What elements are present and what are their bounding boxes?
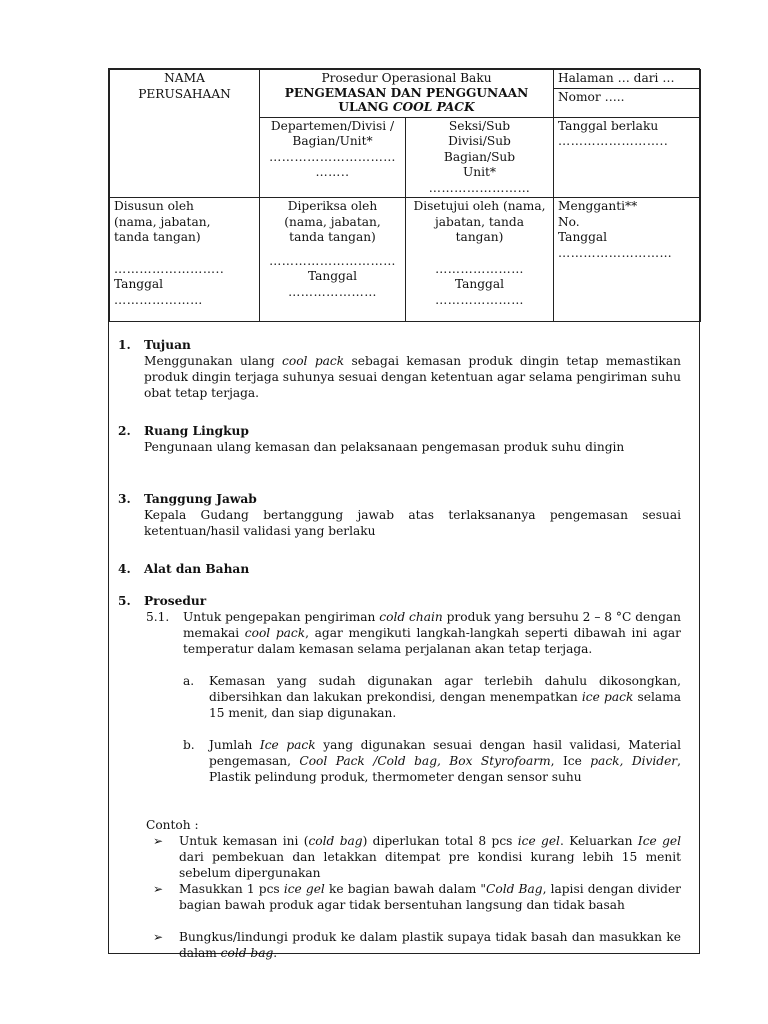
approved-by-dots: …………………	[435, 261, 524, 276]
section-title: Tanggung Jawab	[144, 492, 257, 506]
replaces-number: No.	[558, 214, 580, 229]
section-dots: ……………………	[428, 180, 531, 195]
item-label: a.	[183, 674, 195, 688]
prepared-by-dots: ……………………..	[114, 261, 225, 276]
sop-title-line2: ULANG COOL PACK	[338, 100, 475, 114]
bullet-text: Bungkus/lindungi produk ke dalam plastik supaya tidak basah dan masukkan ke dalam cold bag.	[179, 930, 681, 960]
doc-number: Nomor …..	[558, 89, 625, 104]
sop-header-table	[109, 69, 701, 322]
approved-by-label: Disetujui oleh (nama, jabatan, tanda tangan)	[413, 199, 546, 244]
sop-document	[108, 68, 700, 960]
sop-title-cell	[260, 70, 554, 118]
department-cell	[260, 117, 406, 198]
item-label: b.	[183, 738, 195, 752]
reviewed-by-dots: …………………………	[269, 253, 396, 268]
step-text: Untuk pengepakan pengiriman cold chain produk yang bersuhu 2 – 8 °C dengan memakai cool pack, agar mengikuti langkah-langkah seperti dibawah ini agar temperatur dalam kemasan selama perjalanan akan tetap terjaga.	[183, 610, 681, 656]
section-title: Prosedur	[144, 594, 207, 608]
reviewed-date-label: Tanggal	[307, 269, 358, 283]
prepared-by-label: Disusun oleh (nama, jabatan, tanda tangan)	[114, 199, 211, 244]
reviewed-date-dots: …………………	[288, 284, 377, 299]
prepared-by-cell	[110, 198, 260, 322]
approved-by-cell	[406, 198, 554, 322]
replaces-cell	[554, 198, 701, 322]
replaces-date: Tanggal	[558, 230, 608, 244]
arrow-bullet-icon: ➢	[153, 882, 164, 896]
section-number: 4.	[118, 562, 131, 576]
step-number: 5.1.	[146, 610, 170, 624]
arrow-bullet-icon: ➢	[153, 930, 164, 944]
company-name-cell	[110, 70, 260, 198]
section-text: Kepala Gudang bertanggung jawab atas terlaksananya pengemasan sesuai ketentuan/hasil validasi yang berlaku	[144, 508, 681, 538]
section-title: Tujuan	[144, 338, 191, 352]
sop-label: Prosedur Operasional Baku	[321, 71, 492, 85]
section-label: Seksi/Sub Divisi/Sub Bagian/Sub Unit*	[443, 118, 516, 179]
bullet-text: Masukkan 1 pcs ice gel ke bagian bawah dalam "Cold Bag, lapisi dengan divider bagian bawah produk agar tidak bersentuhan langsung dan tidak basah	[179, 882, 681, 912]
page-number: Halaman … dari …	[558, 71, 675, 85]
effective-date-label: Tanggal berlaku	[558, 118, 659, 133]
bullet-text: Untuk kemasan ini (cold bag) diperlukan total 8 pcs ice gel. Keluarkan Ice gel dari pembekuan dan letakkan ditempat pre kondisi kurang lebih 15 menit sebelum dipergunakan	[179, 834, 681, 880]
section-number: 5.	[118, 594, 131, 608]
page-number-cell	[554, 70, 701, 89]
prepared-date-label: Tanggal	[114, 277, 164, 291]
example-label: Contoh :	[146, 818, 199, 832]
replaces-dots: ………………………	[558, 245, 673, 260]
replaces-label: Mengganti**	[558, 199, 638, 213]
item-text: Kemasan yang sudah digunakan agar terlebih dahulu dikosongkan, dibersihkan dan lakukan prekondisi, dengan menempatkan ice pack selama 15 menit, dan siap digunakan.	[209, 674, 682, 720]
prepared-date-dots: …………………	[114, 292, 203, 307]
section-title: Ruang Lingkup	[144, 424, 249, 438]
section-title: Alat dan Bahan	[144, 562, 250, 576]
section-cell	[406, 117, 554, 198]
reviewed-by-cell	[260, 198, 406, 322]
section-number: 3.	[118, 492, 131, 506]
sop-title-line1: PENGEMASAN DAN PENGGUNAAN	[284, 85, 529, 100]
section-number: 1.	[118, 338, 131, 352]
department-label: Departemen/Divisi / Bagian/Unit*	[270, 118, 395, 148]
approved-date-dots: …………………	[435, 292, 524, 307]
reviewed-by-label: Diperiksa oleh (nama, jabatan, tanda tangan)	[284, 199, 381, 244]
effective-date-cell	[554, 117, 701, 198]
department-dots: ………………………… ……..	[269, 149, 396, 179]
company-name: NAMA PERUSAHAAN	[138, 71, 231, 101]
arrow-bullet-icon: ➢	[153, 834, 164, 848]
approved-date-label: Tanggal	[454, 277, 505, 291]
effective-date-dots: ……………………..	[558, 134, 669, 148]
doc-number-cell	[554, 88, 701, 117]
section-text: Pengunaan ulang kemasan dan pelaksanaan pengemasan produk suhu dingin	[144, 440, 625, 454]
section-number: 2.	[118, 424, 131, 438]
section-text: Menggunakan ulang cool pack sebagai kemasan produk dingin tetap memastikan produk dingin terjaga suhunya sesuai dengan ketentuan agar selama pengiriman suhu obat tetap terjaga.	[144, 354, 681, 400]
item-text: Jumlah Ice pack yang digunakan sesuai dengan hasil validasi, Material pengemasan, Cool Pack /Cold bag, Box Styrofoarm, Ice pack, Divider, Plastik pelindung produk, thermometer dengan sensor suhu	[209, 738, 681, 784]
